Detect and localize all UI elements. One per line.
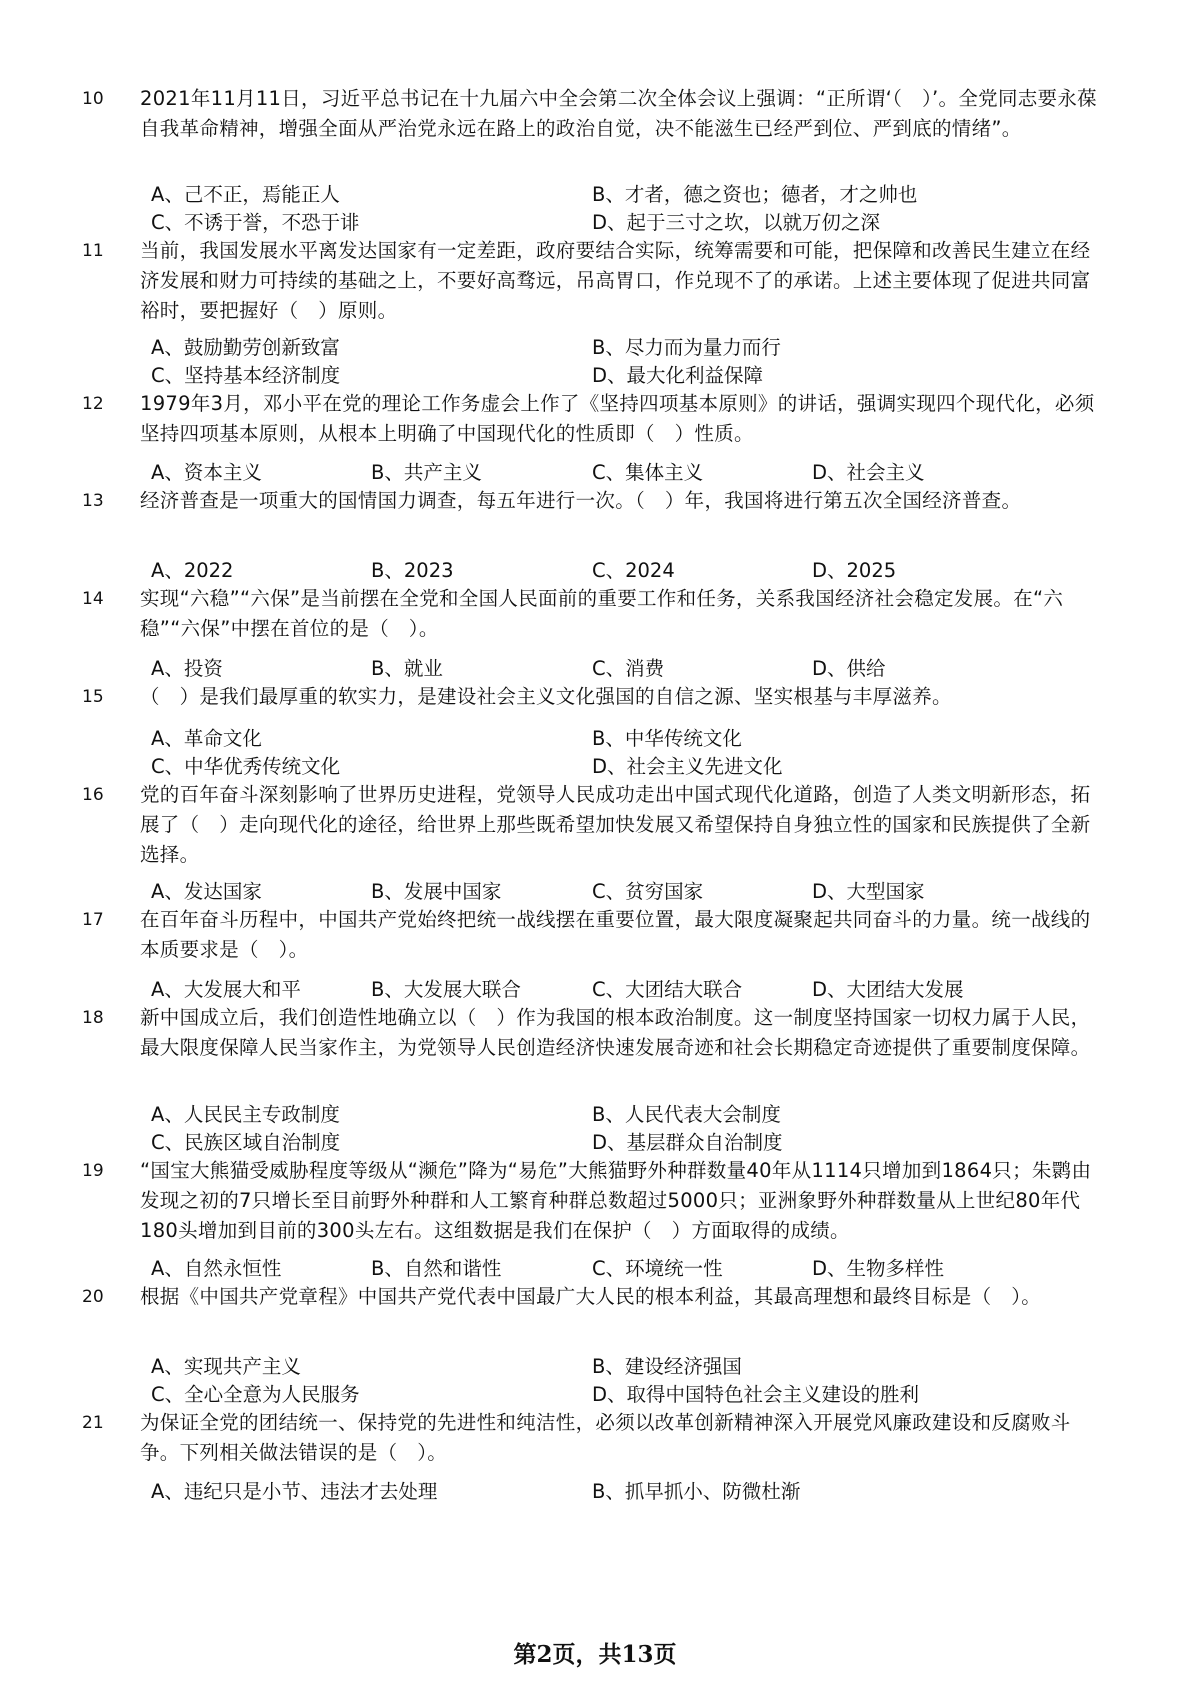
option-d[interactable]: D、最大化利益保障 (592, 364, 764, 387)
question-text: “国宝大熊猫受威胁程度等级从“濒危”降为“易危”大熊猫野外种群数量40年从1114只增加到1864只；朱鹮由发现之初的7只增长至目前野外种群和人工繁育种群总数超过5000只；亚洲象野外种群数量从上世纪80年代180头增加到目前的300头左右。这组数据是我们在保护（ ）方面取得的成绩。 (140, 1159, 1092, 1242)
option-c[interactable]: C、中华优秀传统文化 (151, 755, 341, 778)
option-a[interactable]: A、发达国家 (151, 880, 262, 903)
question-number: 20 (82, 1287, 104, 1307)
option-b[interactable]: B、大发展大联合 (371, 978, 521, 1001)
question-text: 实现“六稳”“六保”是当前摆在全党和全国人民面前的重要工作和任务，关系我国经济社会稳定发展。在“六稳”“六保”中摆在首位的是（ ）。 (140, 587, 1064, 640)
page-footer: 第2页，共13页 (513, 1641, 677, 1668)
question-number: 11 (82, 241, 104, 261)
question-number: 12 (82, 394, 104, 414)
option-d[interactable]: D、起于三寸之坎，以就万仞之深 (592, 211, 881, 234)
question-text: 1979年3月，邓小平在党的理论工作务虚会上作了《坚持四项基本原则》的讲话，强调实现四个现代化，必须坚持四项基本原则，从根本上明确了中国现代化的性质即（ ）性质。 (140, 392, 1095, 445)
question-number: 18 (82, 1008, 104, 1028)
question-text: （ ）是我们最厚重的软实力，是建设社会主义文化强国的自信之源、坚实根基与丰厚滋养。 (140, 685, 952, 708)
option-c[interactable]: C、不诱于誉，不恐于诽 (151, 211, 360, 234)
option-b[interactable]: B、抓早抓小、防微杜渐 (592, 1480, 801, 1503)
option-c[interactable]: C、全心全意为人民服务 (151, 1383, 360, 1406)
option-c[interactable]: C、贫穷国家 (592, 880, 704, 903)
option-c[interactable]: C、坚持基本经济制度 (151, 364, 341, 387)
option-d[interactable]: D、大团结大发展 (812, 978, 964, 1001)
option-d[interactable]: D、大型国家 (812, 880, 925, 903)
question-text: 当前，我国发展水平离发达国家有一定差距，政府要结合实际，统筹需要和可能，把保障和改善民生建立在经济发展和财力可持续的基础之上，不要好高骛远，吊高胃口，作兑现不了的承诺。上述主要体现了促进共同富裕时，要把握好（ ）原则。 (140, 239, 1091, 322)
question-number: 15 (82, 687, 104, 707)
option-c[interactable]: C、消费 (592, 657, 665, 680)
option-b[interactable]: B、2023 (371, 559, 454, 582)
option-b[interactable]: B、发展中国家 (371, 880, 502, 903)
question-number: 17 (82, 910, 104, 930)
option-a[interactable]: A、己不正，焉能正人 (151, 183, 340, 206)
question-text: 经济普查是一项重大的国情国力调查，每五年进行一次。（ ）年，我国将进行第五次全国经济普查。 (140, 489, 1022, 512)
option-d[interactable]: D、社会主义 (812, 461, 925, 484)
option-a[interactable]: A、自然永恒性 (151, 1257, 282, 1280)
question-text: 新中国成立后，我们创造性地确立以（ ）作为我国的根本政治制度。这一制度坚持国家一切权力属于人民，最大限度保障人民当家作主，为党领导人民创造经济快速发展奇迹和社会长期稳定奇迹提供了重要制度保障。 (140, 1006, 1091, 1059)
option-b[interactable]: B、尽力而为量力而行 (592, 336, 781, 359)
option-c[interactable]: C、大团结大联合 (592, 978, 743, 1001)
option-a[interactable]: A、投资 (151, 657, 223, 680)
option-c[interactable]: C、环境统一性 (592, 1257, 723, 1280)
option-a[interactable]: A、革命文化 (151, 727, 262, 750)
option-b[interactable]: B、中华传统文化 (592, 727, 742, 750)
question-number: 14 (82, 589, 104, 609)
question-text: 在百年奋斗历程中，中国共产党始终把统一战线摆在重要位置，最大限度凝聚起共同奋斗的力量。统一战线的本质要求是（ ）。 (140, 908, 1091, 961)
question-number: 13 (82, 491, 104, 511)
option-d[interactable]: D、生物多样性 (812, 1257, 945, 1280)
option-a[interactable]: A、大发展大和平 (151, 978, 301, 1001)
option-d[interactable]: D、社会主义先进文化 (592, 755, 783, 778)
question-number: 21 (82, 1413, 104, 1433)
option-d[interactable]: D、供给 (812, 657, 886, 680)
option-b[interactable]: B、建设经济强国 (592, 1355, 742, 1378)
option-a[interactable]: A、违纪只是小节、违法才去处理 (151, 1480, 438, 1503)
option-b[interactable]: B、就业 (371, 657, 443, 680)
option-b[interactable]: B、人民代表大会制度 (592, 1103, 781, 1126)
option-b[interactable]: B、自然和谐性 (371, 1257, 502, 1280)
option-c[interactable]: C、集体主义 (592, 461, 704, 484)
option-c[interactable]: C、2024 (592, 559, 675, 582)
option-a[interactable]: A、实现共产主义 (151, 1355, 301, 1378)
question-text: 2021年11月11日，习近平总书记在十九届六中全会第二次全体会议上强调：“正所谓‘（ ）’。全党同志要永葆自我革命精神，增强全面从严治党永远在路上的政治自觉，决不能滋生已经严到位、严到底的情绪”。 (140, 87, 1097, 140)
option-a[interactable]: A、人民民主专政制度 (151, 1103, 340, 1126)
question-text: 党的百年奋斗深刻影响了世界历史进程，党领导人民成功走出中国式现代化道路，创造了人类文明新形态，拓展了（ ）走向现代化的途径，给世界上那些既希望加快发展又希望保持自身独立性的国家和民族提供了全新选择。 (140, 783, 1091, 866)
option-d[interactable]: D、2025 (812, 559, 897, 582)
question-text: 根据《中国共产党章程》中国共产党代表中国最广大人民的根本利益，其最高理想和最终目标是（ ）。 (140, 1285, 1042, 1308)
option-d[interactable]: D、基层群众自治制度 (592, 1131, 783, 1154)
option-c[interactable]: C、民族区域自治制度 (151, 1131, 341, 1154)
question-text: 为保证全党的团结统一、保持党的先进性和纯洁性，必须以改革创新精神深入开展党风廉政建设和反腐败斗争。下列相关做法错误的是（ ）。 (140, 1411, 1071, 1464)
option-b[interactable]: B、才者，德之资也；德者，才之帅也 (592, 183, 918, 206)
option-d[interactable]: D、取得中国特色社会主义建设的胜利 (592, 1383, 920, 1406)
question-number: 10 (82, 89, 104, 109)
question-number: 16 (82, 785, 104, 805)
question-number: 19 (82, 1161, 104, 1181)
option-b[interactable]: B、共产主义 (371, 461, 482, 484)
option-a[interactable]: A、2022 (151, 559, 234, 582)
option-a[interactable]: A、资本主义 (151, 461, 262, 484)
option-a[interactable]: A、鼓励勤劳创新致富 (151, 336, 340, 359)
